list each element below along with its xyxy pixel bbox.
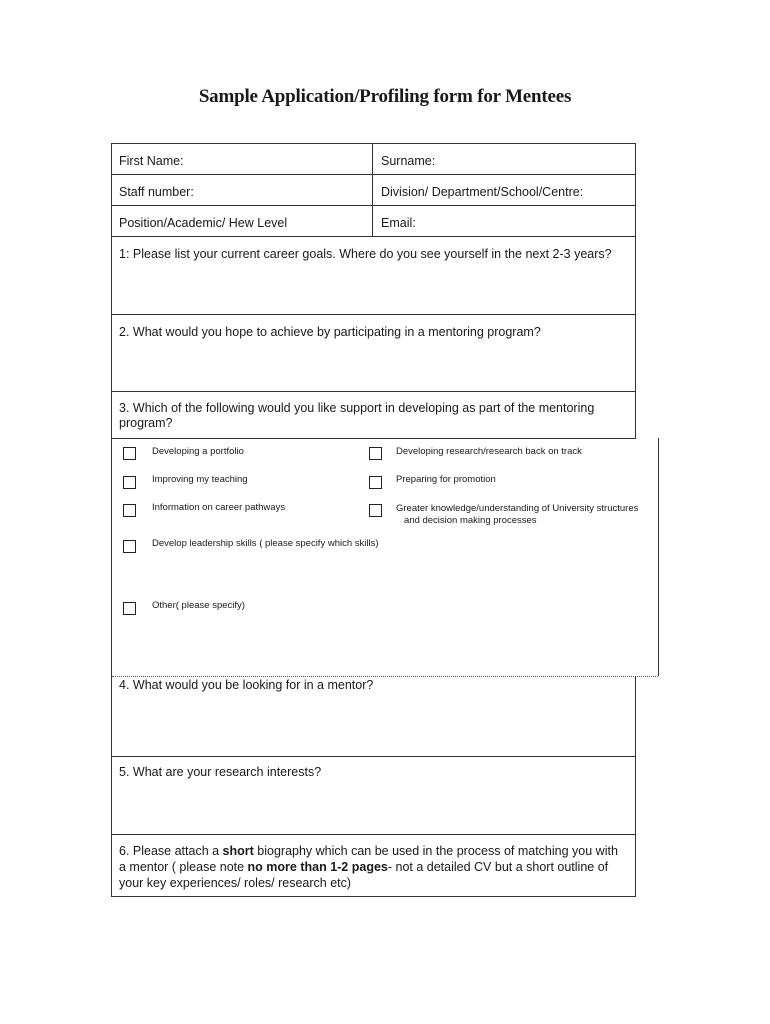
checkbox-portfolio[interactable] — [123, 447, 136, 460]
question-6-bold-pages: no more than 1-2 pages — [247, 860, 388, 874]
position-label: Position/Academic/ Hew Level — [119, 216, 288, 230]
checkbox-other[interactable] — [123, 602, 136, 615]
page-title: Sample Application/Profiling form for Mentees — [198, 86, 572, 107]
checkbox-research[interactable] — [369, 447, 382, 460]
options-left-border — [111, 438, 112, 677]
checkbox-career[interactable] — [123, 504, 136, 517]
question-2-box[interactable] — [111, 314, 636, 392]
position-field[interactable] — [111, 205, 373, 237]
option-promotion-label: Preparing for promotion — [396, 474, 496, 485]
question-4-text: 4. What would you be looking for in a mentor? — [119, 678, 374, 692]
checkbox-promotion[interactable] — [369, 476, 382, 489]
question-5-box[interactable] — [111, 756, 636, 835]
options-right-border — [658, 438, 659, 676]
question-3-text: 3. Which of the following would you like support in developing as part of the mentoring program? — [119, 401, 595, 430]
option-teaching-label: Improving my teaching — [152, 474, 248, 485]
checkbox-leadership[interactable] — [123, 540, 136, 553]
option-knowledge-label-2: and decision making processes — [404, 515, 537, 526]
question-3-box — [111, 391, 636, 439]
email-label: Email: — [381, 216, 416, 230]
first-name-field[interactable] — [111, 143, 373, 175]
option-research-label: Developing research/research back on track — [396, 446, 582, 457]
surname-label: Surname: — [381, 154, 436, 168]
question-6-text-part3: - not a detailed CV but a short outline of your key experiences/ roles/ research etc) — [119, 860, 609, 890]
option-portfolio-label: Developing a portfolio — [152, 446, 244, 457]
question-1-text: 1: Please list your current career goals. Where do you see yourself in the next 2-3 years? — [119, 247, 612, 261]
question-6-text-part2: biography which can be used in the process of matching you with a mentor ( please note — [119, 844, 618, 874]
question-1-box[interactable] — [111, 236, 636, 315]
email-field[interactable] — [372, 205, 636, 237]
option-leadership-label: Develop leadership skills ( please specify which skills) — [152, 538, 379, 549]
option-other-label: Other( please specify) — [152, 600, 245, 611]
first-name-label: First Name: — [119, 154, 184, 168]
question-6-text-part1: 6. Please attach a — [119, 844, 223, 858]
staff-number-field[interactable] — [111, 174, 373, 206]
checkbox-teaching[interactable] — [123, 476, 136, 489]
question-5-text: 5. What are your research interests? — [119, 765, 322, 779]
question-6-box[interactable] — [111, 834, 636, 897]
option-career-label: Information on career pathways — [152, 502, 286, 513]
checkbox-knowledge[interactable] — [369, 504, 382, 517]
question-6-bold-short: short — [222, 844, 254, 858]
staff-number-label: Staff number: — [119, 185, 194, 199]
surname-field[interactable] — [372, 143, 636, 175]
question-2-text: 2. What would you hope to achieve by participating in a mentoring program? — [119, 325, 541, 339]
division-label: Division/ Department/School/Centre: — [381, 185, 584, 199]
question-4-box[interactable] — [111, 676, 636, 757]
option-knowledge-label-1: Greater knowledge/understanding of University structures — [396, 503, 639, 514]
division-field[interactable] — [372, 174, 636, 206]
